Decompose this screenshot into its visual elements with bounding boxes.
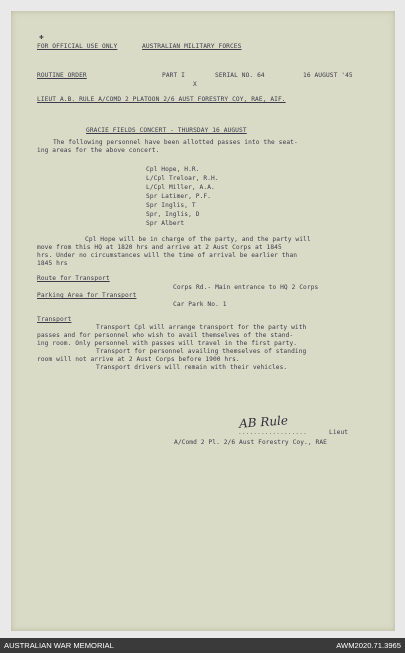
para2-line-1: Cpl Hope will be in charge of the party, and the party will — [85, 236, 311, 243]
para2-line-3: hrs. Under no circumstances will the time of arrival be earlier than — [37, 252, 298, 259]
transport-line-5: room will not arrive at 2 Aust Corps before 1900 hrs. — [37, 356, 240, 363]
parking-heading: Parking Area for Transport — [37, 292, 137, 299]
para2-line-2: move from this HQ at 1820 hrs and arrive at 2 Aust Corps at 1845 — [37, 244, 282, 251]
signatory-line: LIEUT A.B. RULE A/COMD 2 PLATOON 2/6 AUST FORESTRY COY, RAE, AIF. — [37, 96, 286, 103]
transport-line-6: Transport drivers will remain with their vehicles. — [96, 364, 288, 371]
footer-bar — [0, 638, 405, 653]
unit-header: AUSTRALIAN MILITARY FORCES — [142, 43, 242, 50]
signature-dots: .................. — [238, 429, 307, 436]
transport-line-4: Transport for personnel availing themselves of standing — [96, 348, 307, 355]
x-mark: X — [193, 81, 197, 88]
route-text: Corps Rd.- Main entrance to HQ 2 Corps — [173, 284, 319, 291]
personnel-item: L/Cpl Treloar, R.H. — [146, 175, 219, 182]
corner-mark: ✚ — [39, 32, 44, 41]
personnel-item: Spr, Inglis, D — [146, 211, 200, 218]
document-page — [11, 11, 395, 631]
personnel-item: Cpl Hope, H.R. — [146, 166, 200, 173]
footer-credit: AUSTRALIAN WAR MEMORIAL — [4, 641, 114, 650]
signature-rank: Lieut — [329, 429, 349, 436]
transport-line-2: passes and for personnel who wish to avail themselves of the stand- — [37, 332, 294, 339]
signature-block: A/Comd 2 Pl. 2/6 Aust Forestry Coy., RAE — [174, 439, 328, 446]
order-serial: SERIAL NO. 64 — [215, 72, 265, 79]
parking-text: Car Park No. 1 — [173, 301, 227, 308]
order-date: 16 AUGUST '45 — [303, 72, 353, 79]
transport-line-1: Transport Cpl will arrange transport for the party with — [96, 324, 307, 331]
order-title: ROUTINE ORDER — [37, 72, 87, 79]
handwritten-signature: AB Rule — [238, 413, 289, 431]
footer-accession-number: AWM2020.71.3965 — [336, 641, 401, 650]
subject-heading: GRACIE FIELDS CONCERT - THURSDAY 16 AUGUST — [86, 127, 247, 134]
personnel-item: Spr Inglis, T — [146, 202, 196, 209]
personnel-item: L/Cpl Miller, A.A. — [146, 184, 215, 191]
order-part: PART I — [162, 72, 185, 79]
para2-line-4: 1845 hrs — [37, 260, 68, 267]
intro-line-1: The following personnel have been allotted passes into the seat- — [53, 139, 298, 146]
route-heading: Route for Transport — [37, 275, 110, 282]
transport-heading: Transport — [37, 316, 72, 323]
transport-line-3: ing room. Only personnel with passes will travel in the first party. — [37, 340, 298, 347]
personnel-item: Spr Albert — [146, 220, 185, 227]
classification: FOR OFFICIAL USE ONLY — [37, 43, 118, 50]
intro-line-2: ing areas for the above concert. — [37, 147, 160, 154]
personnel-item: Spr Latimer, P.F. — [146, 193, 212, 200]
